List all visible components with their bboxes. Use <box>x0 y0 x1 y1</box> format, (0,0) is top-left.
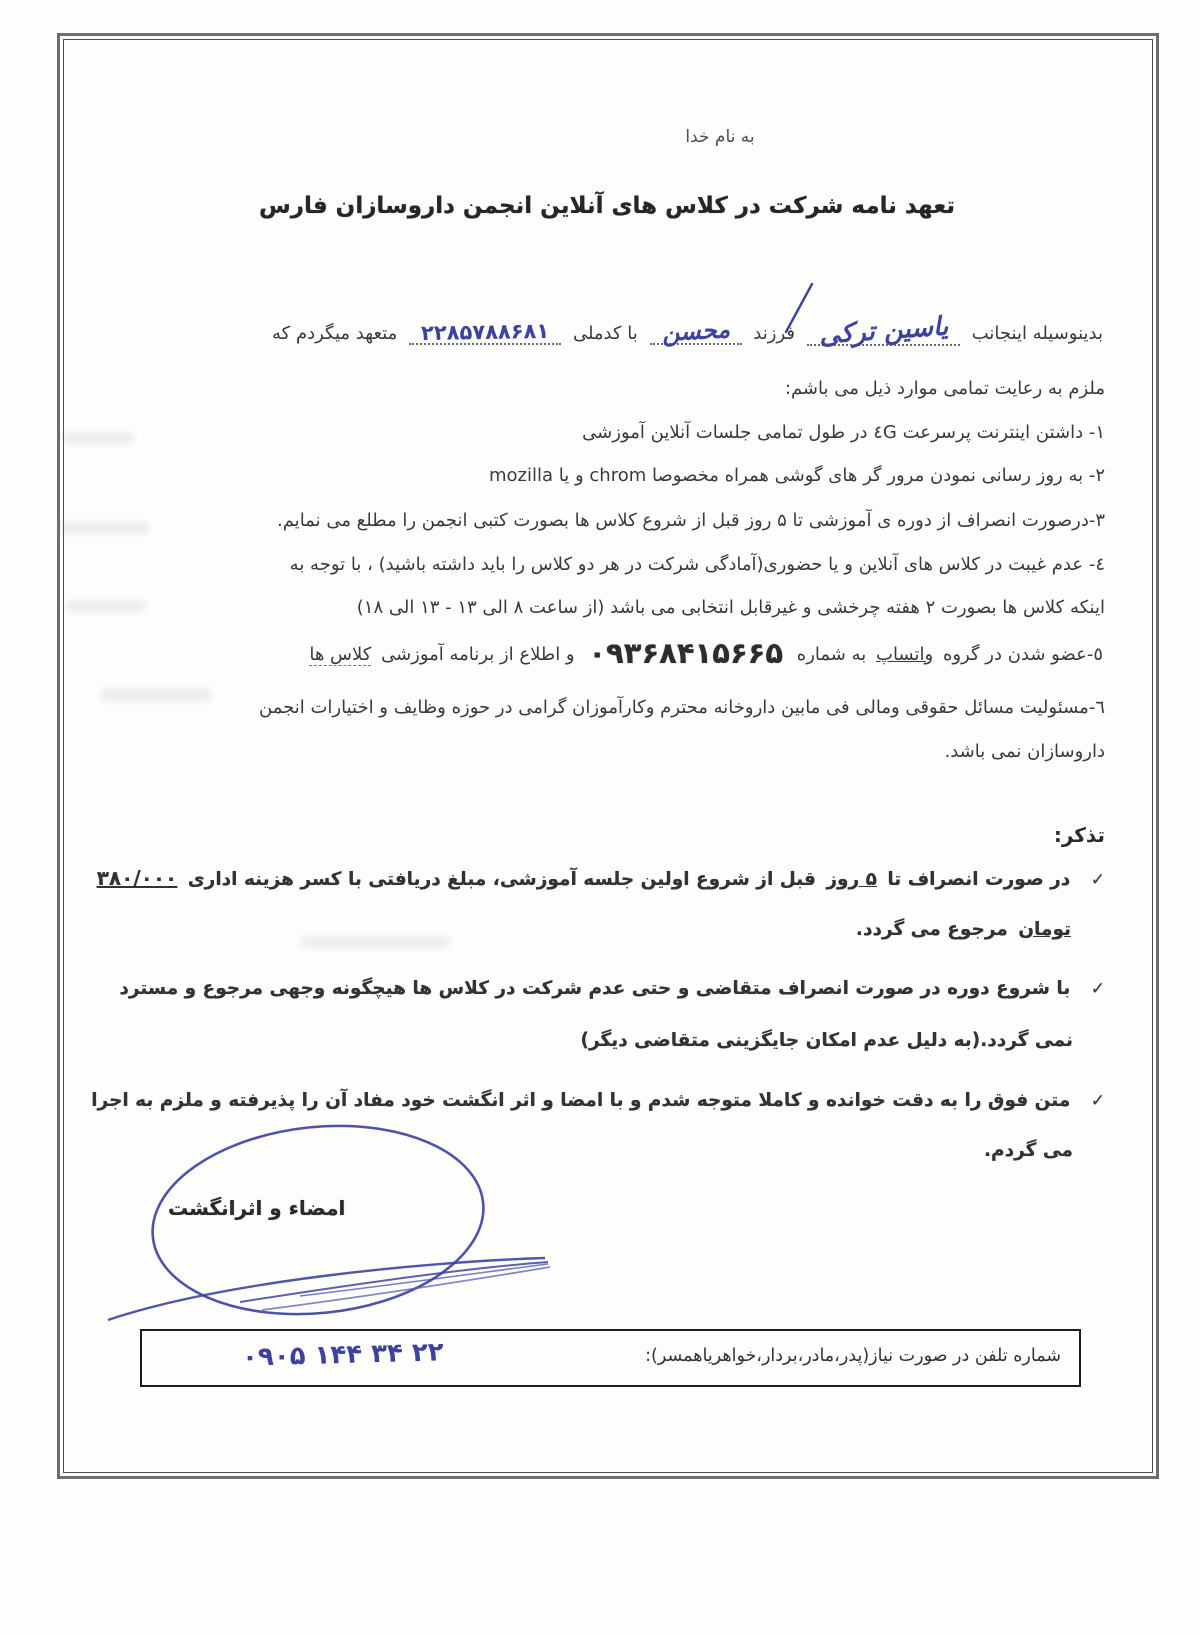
handwritten-father-name: محسن <box>660 315 731 347</box>
emergency-phone-label: شماره تلفن در صورت نیاز(پدر،مادر،بردار،خواهریاهمسر): <box>645 1346 1061 1366</box>
intro-text-3: با کدملی <box>572 323 638 344</box>
notice-bullet-1-line-2 <box>155 919 1105 940</box>
item5-whatsapp-word: واتساپ <box>876 644 934 665</box>
intro-text-4: متعهد میگردم که <box>272 323 398 344</box>
notice-heading: تذکر: <box>1053 823 1105 847</box>
scan-smudge <box>66 600 146 612</box>
bullet1-line2-rest: مرجوع می گردد. <box>855 919 1008 940</box>
commitment-item-2: ۲- به روز رسانی نمودن مرور گر های گوشی همراه مخصوصا chrom و یا mozilla <box>489 465 1105 486</box>
notice-bullet-3-line-2: می گردم. <box>984 1140 1073 1161</box>
item5-text-1: ٥-عضو شدن در گروه <box>942 644 1103 665</box>
check-icon: ✓ <box>1090 870 1105 890</box>
commitment-item-5 <box>155 636 1105 670</box>
intro-line-1 <box>155 311 1105 351</box>
commitment-item-6-line-2: داروسازان نمی باشد. <box>944 741 1105 762</box>
notice-bullet-1-line-1 <box>96 866 1105 890</box>
name-blank <box>807 311 960 351</box>
handwritten-emergency-phone: ۰۹۰۵ ۱۴۴ ۳۴ ۲۲ <box>241 1337 445 1373</box>
national-code-blank <box>409 318 561 346</box>
bismillah-text: به نام خدا <box>685 127 755 147</box>
check-icon: ✓ <box>1090 979 1105 999</box>
commitment-item-3: ۳-درصورت انصراف از دوره ی آموزشی تا ۵ روز قبل از شروع کلاس ها بصورت کتبی انجمن را مطلع می نمایم. <box>276 510 1105 531</box>
notice-bullet-2-line-1 <box>119 978 1105 999</box>
commitment-item-4-line-2: اینکه کلاس ها بصورت ۲ هفته چرخشی و غیرقابل انتخابی می باشد (از ساعت ۸ الی ۱۳ - ۱۳ الی ۱۸) <box>356 597 1105 618</box>
check-icon: ✓ <box>1090 1091 1105 1111</box>
bullet2-text: با شروع دوره در صورت انصراف متقاضی و حتی عدم شرکت در کلاس ها هیچگونه وجهی مرجوع و مسترد <box>119 978 1071 999</box>
emergency-phone-box <box>140 1329 1081 1387</box>
bullet1-toman-word: تومان <box>1018 919 1071 940</box>
bullet3-text: متن فوق را به دقت خوانده و کاملا متوجه شدم و با امضا و اثر انگشت خود مفاد آن را پذیرفته و ملزم به اجرا <box>91 1090 1071 1111</box>
intro-text-2: فرزند <box>753 323 795 344</box>
intro-line-2: ملزم به رعایت تمامی موارد ذیل می باشم: <box>784 378 1105 399</box>
bullet1-text-2: قبل از شروع اولین جلسه آموزشی، مبلغ دریافتی با کسر هزینه اداری <box>187 869 816 890</box>
notice-bullet-2-line-2: نمی گردد.(به دلیل عدم امکان جایگزینی متقاضی دیگر) <box>580 1030 1073 1051</box>
refund-amount: ۳۸۰/۰۰۰ <box>96 866 178 890</box>
whatsapp-group-phone-number: ۰۹۳۶۸۴۱۵۶۶۵ <box>588 636 784 670</box>
commitment-item-4-line-1: ٤- عدم غیبت در کلاس های آنلاین و یا حضوری(آمادگی شرکت در هر دو کلاس را باید داشته باشید) ، با توجه به <box>289 554 1105 575</box>
bullet1-five-days: ۵ روز <box>826 869 877 890</box>
item5-text-3: و اطلاع از برنامه آموزشی <box>381 644 575 665</box>
notice-bullet-3-line-1 <box>91 1090 1105 1111</box>
handwritten-name: یاسین ترکی <box>817 311 949 351</box>
signature-caption: امضاء و اثرانگشت <box>168 1196 346 1220</box>
scan-smudge <box>62 432 134 444</box>
item5-classes-word: کلاس ها <box>309 644 372 665</box>
handwritten-national-code: ۲۲۸۵۷۸۸۶۸۱ <box>420 318 550 346</box>
item5-text-2: به شماره <box>796 644 867 665</box>
bullet1-text-1: در صورت انصراف تا <box>887 869 1071 890</box>
scan-smudge <box>58 522 150 534</box>
father-name-blank <box>650 315 742 347</box>
form-title: تعهد نامه شرکت در کلاس های آنلاین انجمن داروسازان فارس <box>259 193 955 219</box>
intro-text-1: بدینوسیله اینجانب <box>971 323 1103 344</box>
commitment-item-6-line-1: ٦-مسئولیت مسائل حقوقی ومالی فی مابین داروخانه محترم وکارآموزان گرامی در حوزه وظایف و اختیارات انجمن <box>259 697 1105 718</box>
commitment-item-1: ۱- داشتن اینترنت پرسرعت ٤G در طول تمامی جلسات آنلاین آموزشی <box>582 422 1105 443</box>
